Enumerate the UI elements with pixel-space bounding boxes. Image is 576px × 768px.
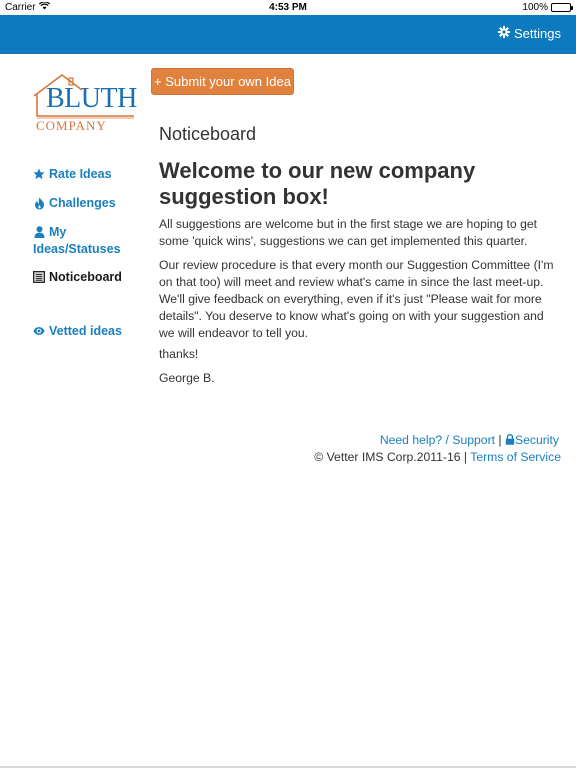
top-nav-bar [0, 15, 576, 54]
logo-text-bluth: BLUTH [46, 83, 137, 114]
sidebar-item-vetted-ideas[interactable] [33, 323, 122, 340]
company-logo[interactable] [32, 72, 136, 134]
lock-icon [505, 434, 515, 448]
section-title: Noticeboard [159, 124, 257, 144]
sidebar-item-challenges[interactable] [33, 195, 116, 212]
sidebar-item-label: Rate Ideas [49, 167, 112, 181]
sidebar-item-my-ideas[interactable] [33, 224, 121, 258]
sidebar-item-label: Vetted ideas [49, 324, 122, 338]
clock: 4:53 PM [269, 2, 307, 13]
eye-icon [33, 324, 45, 338]
sidebar-item-noticeboard[interactable] [33, 269, 122, 286]
user-icon [33, 225, 45, 239]
submit-idea-button[interactable]: + Submit your own Idea [151, 68, 294, 95]
sidebar-item-rate-ideas[interactable] [33, 166, 112, 183]
security-link[interactable] [505, 433, 559, 447]
page-heading: Welcome to our new company suggestion box! [159, 158, 476, 209]
paragraph-signature: George B. [159, 371, 215, 385]
status-bar [0, 0, 576, 15]
carrier-label: Carrier [5, 2, 36, 13]
gear-icon [498, 26, 510, 41]
terms-of-service-link[interactable]: Terms of Service [470, 450, 561, 464]
paragraph-intro: All suggestions are welcome but in the first stage we are hoping to get some 'quick wins', suggestions we can get implemented this quarter. [159, 217, 538, 248]
sidebar-item-label [33, 224, 121, 258]
logo-text-company: COMPANY [36, 118, 107, 133]
battery-icon [551, 3, 571, 12]
footer-separator: | [498, 433, 502, 447]
settings-label: Settings [514, 26, 561, 41]
sidebar-item-label-line2: Ideas/Statuses [33, 242, 121, 256]
star-icon [33, 167, 45, 181]
noticeboard-icon [33, 270, 45, 284]
security-label: Security [514, 433, 559, 447]
sidebar-item-label-line1: My [49, 225, 67, 239]
footer-copyright-row [314, 450, 561, 464]
copyright-text: © Vetter IMS Corp.2011-16 | [314, 450, 468, 464]
settings-link[interactable] [498, 26, 561, 41]
fire-icon [33, 196, 45, 210]
battery-info [522, 2, 571, 13]
paragraph-thanks: thanks! [159, 347, 199, 361]
footer-support-row [380, 433, 559, 448]
battery-percent: 100% [522, 2, 548, 13]
sidebar-item-label: Noticeboard [49, 270, 122, 284]
help-support-link[interactable]: Need help? / Support [379, 433, 496, 447]
paragraph-procedure: Our review procedure is that every month our Suggestion Committee (I'm on that too) will meet and review what's came in since the last meet-up. We'll give feedback on everything, even if it's just "Please wait for more details". You deserve to know what's going on with your suggestion and we will endeavor to tell you. [159, 258, 554, 340]
sidebar-item-label: Challenges [49, 196, 116, 210]
